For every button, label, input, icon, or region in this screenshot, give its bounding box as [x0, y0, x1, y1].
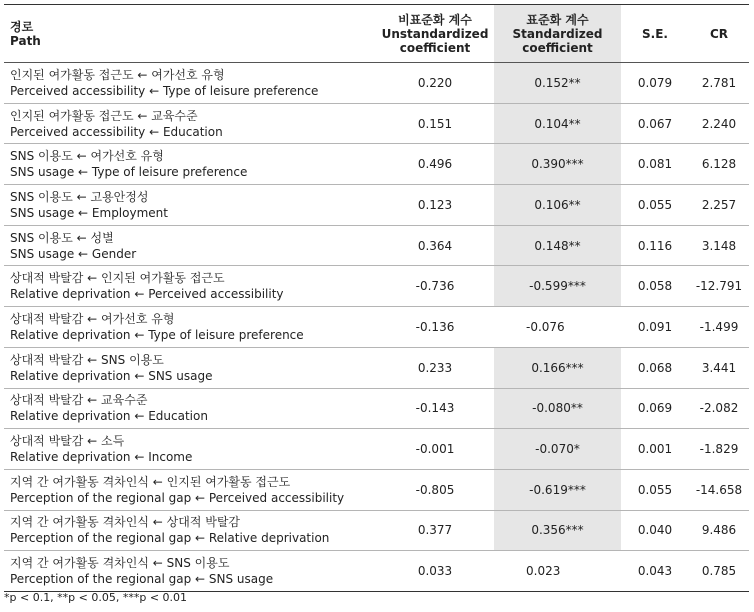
unstandardized-cell: -0.136 [376, 307, 494, 348]
cr-column-header: CR [689, 5, 749, 63]
cr-cell: -1.499 [689, 307, 749, 348]
table-header-row [4, 5, 749, 63]
cr-cell: 3.148 [689, 225, 749, 266]
path-cell [4, 307, 376, 348]
standardized-cell: 0.166*** [494, 347, 621, 388]
table-row [4, 388, 749, 429]
cr-cell: 2.240 [689, 103, 749, 144]
cr-cell: 0.785 [689, 551, 749, 592]
cr-cell: 2.781 [689, 63, 749, 104]
path-column-header [4, 5, 376, 63]
unstandardized-cell: 0.233 [376, 347, 494, 388]
standardized-column-header [494, 5, 621, 63]
unstandardized-cell: 0.364 [376, 225, 494, 266]
unstandardized-cell: -0.805 [376, 469, 494, 510]
standardized-cell: 0.152** [494, 63, 621, 104]
cr-cell: -1.829 [689, 429, 749, 470]
standardized-cell: -0.080** [494, 388, 621, 429]
table-row [4, 347, 749, 388]
table-row [4, 307, 749, 348]
unstandardized-cell: -0.736 [376, 266, 494, 307]
unstd-header-ko: 비표준화 계수 [398, 12, 472, 27]
unstd-header-en2: coefficient [399, 40, 471, 55]
path-cell [4, 185, 376, 226]
table-row [4, 63, 749, 104]
table-row [4, 551, 749, 592]
standardized-cell: 0.148** [494, 225, 621, 266]
path-label-ko: SNS 이용도 ← 고용안정성 [10, 189, 149, 204]
se-cell: 0.068 [621, 347, 689, 388]
path-label-en: SNS usage ← Gender [10, 246, 137, 261]
table-row [4, 510, 749, 551]
unstandardized-cell: 0.377 [376, 510, 494, 551]
se-cell: 0.055 [621, 469, 689, 510]
path-label-ko: 상대적 박탈감 ← 교육수준 [10, 393, 148, 408]
std-header-en2: coefficient [522, 40, 593, 55]
standardized-cell: -0.599*** [494, 266, 621, 307]
se-cell: 0.040 [621, 510, 689, 551]
path-cell [4, 469, 376, 510]
significance-footnote: *p < 0.1, **p < 0.05, ***p < 0.01 [4, 591, 188, 604]
path-label-ko: 지역 간 여가활동 격차인식 ← 상대적 박탈감 [10, 515, 241, 530]
path-label-en: Relative deprivation ← Type of leisure preference [10, 327, 304, 342]
path-cell [4, 510, 376, 551]
cr-cell: 2.257 [689, 185, 749, 226]
path-label-en: Relative deprivation ← Income [10, 450, 193, 465]
path-label-en: Perception of the regional gap ← SNS usage [10, 572, 274, 587]
unstandardized-cell: 0.123 [376, 185, 494, 226]
cr-cell: 6.128 [689, 144, 749, 185]
se-cell: 0.043 [621, 551, 689, 592]
table-row [4, 469, 749, 510]
path-coefficient-table [4, 4, 749, 592]
se-cell: 0.058 [621, 266, 689, 307]
path-header-ko: 경로 [10, 19, 34, 34]
standardized-cell: 0.023 [494, 551, 621, 592]
standardized-cell: 0.106** [494, 185, 621, 226]
path-cell [4, 144, 376, 185]
path-cell [4, 63, 376, 104]
path-cell [4, 388, 376, 429]
path-label-en: Perception of the regional gap ← Perceived accessibility [10, 490, 345, 505]
standardized-cell: -0.076 [494, 307, 621, 348]
cr-cell: 9.486 [689, 510, 749, 551]
standardized-cell: 0.104** [494, 103, 621, 144]
path-label-en: Perception of the regional gap ← Relative deprivation [10, 531, 330, 546]
se-cell: 0.091 [621, 307, 689, 348]
unstandardized-cell: -0.001 [376, 429, 494, 470]
std-header-ko: 표준화 계수 [526, 12, 589, 27]
path-label-en: Relative deprivation ← Perceived accessibility [10, 287, 284, 302]
path-cell [4, 429, 376, 470]
path-label-en: Perceived accessibility ← Education [10, 124, 223, 139]
path-label-ko: 인지된 여가활동 접근도 ← 교육수준 [10, 108, 198, 123]
se-cell: 0.069 [621, 388, 689, 429]
se-cell: 0.055 [621, 185, 689, 226]
path-label-en: SNS usage ← Employment [10, 205, 168, 220]
path-cell [4, 225, 376, 266]
path-label-ko: SNS 이용도 ← 여가선호 유형 [10, 149, 164, 164]
unstd-header-en1: Unstandardized [381, 26, 489, 41]
path-header-en: Path [10, 33, 41, 48]
path-label-ko: 지역 간 여가활동 격차인식 ← SNS 이용도 [10, 556, 230, 571]
unstandardized-cell: 0.496 [376, 144, 494, 185]
path-label-ko: 상대적 박탈감 ← 인지된 여가활동 접근도 [10, 271, 225, 286]
standardized-cell: -0.619*** [494, 469, 621, 510]
path-cell [4, 103, 376, 144]
table-row [4, 225, 749, 266]
table-row [4, 429, 749, 470]
cr-cell: -12.791 [689, 266, 749, 307]
path-label-en: SNS usage ← Type of leisure preference [10, 165, 248, 180]
table-row [4, 185, 749, 226]
unstandardized-cell: 0.220 [376, 63, 494, 104]
se-cell: 0.001 [621, 429, 689, 470]
unstandardized-cell: -0.143 [376, 388, 494, 429]
table-row [4, 266, 749, 307]
cr-cell: 3.441 [689, 347, 749, 388]
path-label-ko: 상대적 박탈감 ← SNS 이용도 [10, 352, 164, 367]
path-label-ko: 지역 간 여가활동 격차인식 ← 인지된 여가활동 접근도 [10, 474, 291, 489]
std-header-en1: Standardized [512, 26, 603, 41]
path-label-en: Relative deprivation ← Education [10, 409, 208, 424]
cr-cell: -14.658 [689, 469, 749, 510]
unstandardized-cell: 0.151 [376, 103, 494, 144]
se-cell: 0.116 [621, 225, 689, 266]
path-label-ko: 상대적 박탈감 ← 여가선호 유형 [10, 311, 175, 326]
standardized-cell: 0.390*** [494, 144, 621, 185]
path-cell [4, 551, 376, 592]
table-row [4, 144, 749, 185]
path-label-ko: 상대적 박탈감 ← 소득 [10, 434, 125, 449]
path-cell [4, 347, 376, 388]
table-row [4, 103, 749, 144]
standardized-cell: 0.356*** [494, 510, 621, 551]
se-column-header: S.E. [621, 5, 689, 63]
path-label-ko: 인지된 여가활동 접근도 ← 여가선호 유형 [10, 67, 225, 82]
se-cell: 0.081 [621, 144, 689, 185]
unstandardized-cell: 0.033 [376, 551, 494, 592]
unstandardized-column-header [376, 5, 494, 63]
path-label-en: Perceived accessibility ← Type of leisure preference [10, 83, 319, 98]
path-label-en: Relative deprivation ← SNS usage [10, 368, 213, 383]
path-label-ko: SNS 이용도 ← 성별 [10, 230, 114, 245]
standardized-cell: -0.070* [494, 429, 621, 470]
table-body [4, 63, 749, 592]
se-cell: 0.079 [621, 63, 689, 104]
cr-cell: -2.082 [689, 388, 749, 429]
se-cell: 0.067 [621, 103, 689, 144]
path-cell [4, 266, 376, 307]
